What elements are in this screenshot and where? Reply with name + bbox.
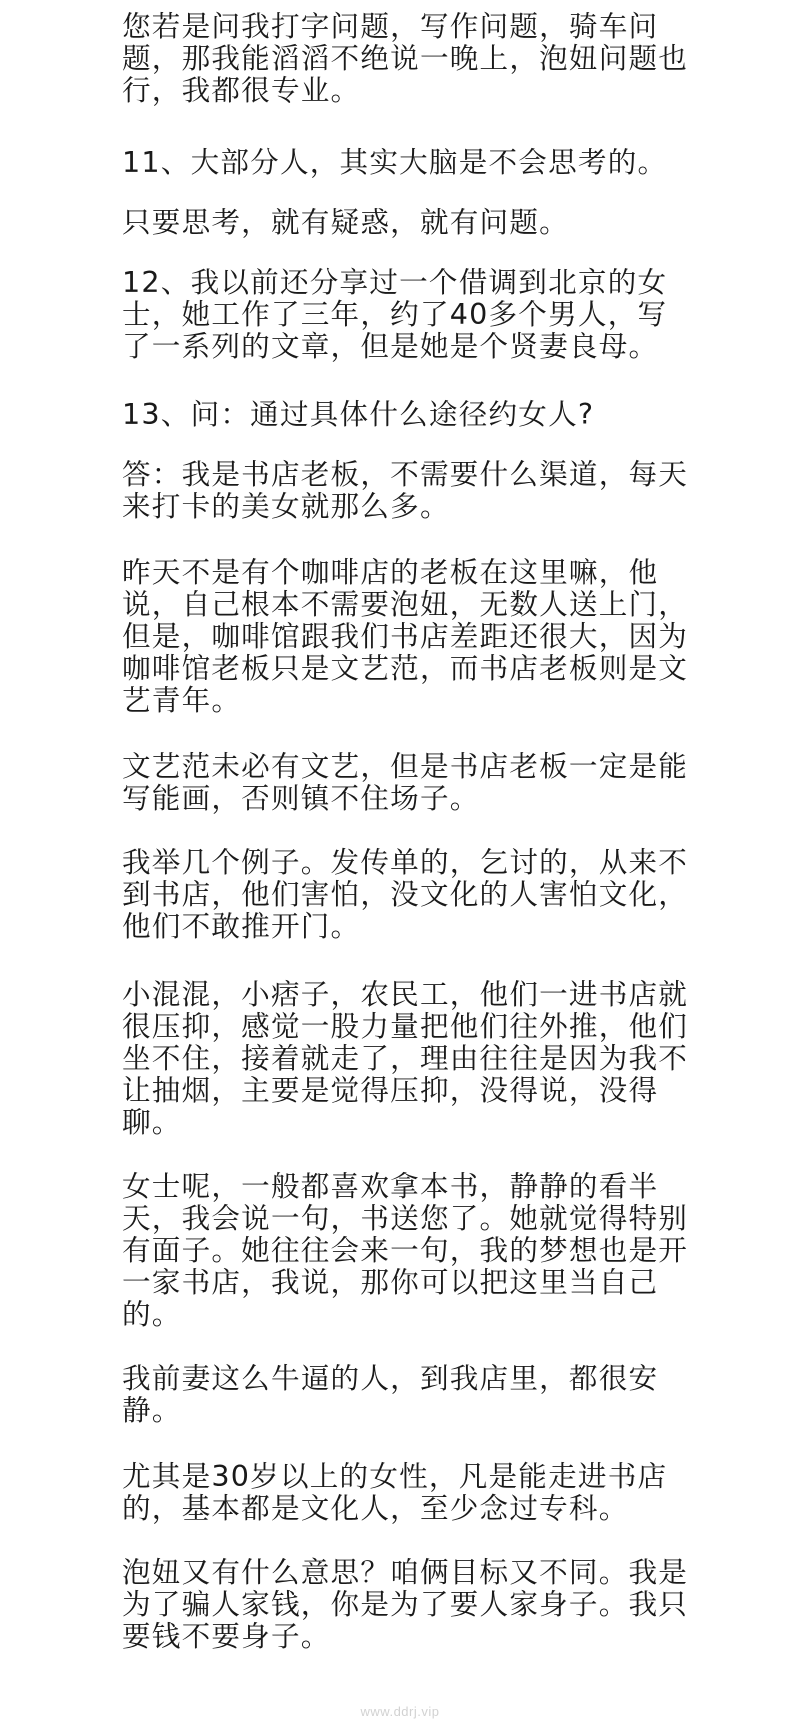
paragraph: 文艺范未必有文艺，但是书店老板一定是能写能画，否则镇不住场子。 [122, 749, 689, 815]
paragraph: 泡妞又有什么意思？咱俩目标又不同。我是为了骗人家钱，你是为了要人家身子。我只要钱不要身子。 [122, 1555, 689, 1653]
paragraph: 昨天不是有个咖啡店的老板在这里嘛，他说，自己根本不需要泡妞，无数人送上门，但是，咖啡馆跟我们书店差距还很大，因为咖啡馆老板只是文艺范，而书店老板则是文艺青年。 [122, 555, 689, 717]
paragraph: 您若是问我打字问题，写作问题，骑车问题，那我能滔滔不绝说一晚上，泡妞问题也行，我都很专业。 [122, 9, 689, 107]
paragraph: 13、问：通过具体什么途径约女人? [122, 397, 595, 431]
paragraph: 女士呢，一般都喜欢拿本书，静静的看半天，我会说一句，书送您了。她就觉得特别有面子。她往往会来一句，我的梦想也是开一家书店，我说，那你可以把这里当自己的。 [122, 1169, 689, 1331]
paragraph: 12、我以前还分享过一个借调到北京的女士，她工作了三年，约了40多个男人，写了一系列的文章，但是她是个贤妻良母。 [122, 265, 668, 363]
paragraph: 我举几个例子。发传单的，乞讨的，从来不到书店，他们害怕，没文化的人害怕文化，他们不敢推开门。 [122, 845, 689, 943]
watermark: www.ddrj.vip [360, 1704, 440, 1719]
paragraph: 11、大部分人，其实大脑是不会思考的。 [122, 145, 668, 179]
paragraph: 只要思考，就有疑惑，就有问题。 [122, 205, 569, 239]
paragraph: 我前妻这么牛逼的人，到我店里，都很安静。 [122, 1361, 659, 1427]
paragraph: 小混混，小痞子，农民工，他们一进书店就很压抑，感觉一股力量把他们往外推，他们坐不住，接着就走了，理由往往是因为我不让抽烟，主要是觉得压抑，没得说，没得聊。 [122, 977, 689, 1139]
paragraph: 答：我是书店老板，不需要什么渠道，每天来打卡的美女就那么多。 [122, 457, 689, 523]
paragraph: 尤其是30岁以上的女性，凡是能走进书店的，基本都是文化人，至少念过专科。 [122, 1459, 668, 1525]
